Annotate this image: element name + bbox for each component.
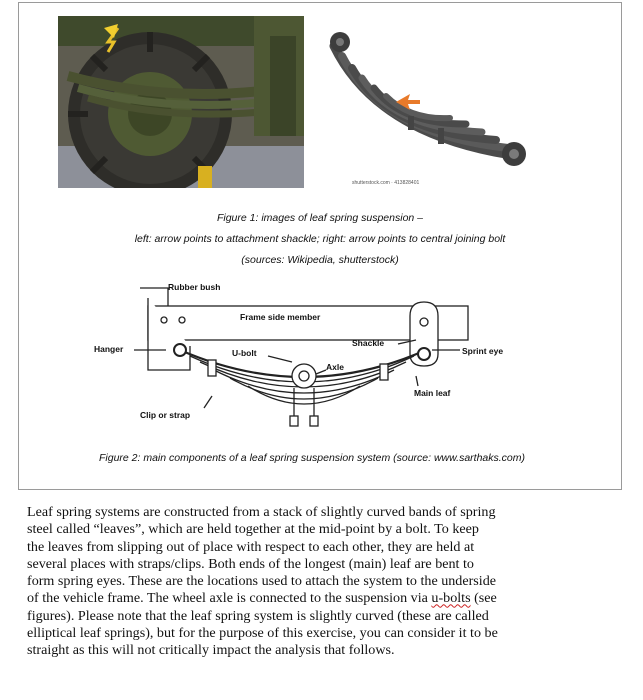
- figure-1-caption: [40, 208, 600, 271]
- body-line: figures). Please note that the leaf spring system is slightly curved (these are called: [27, 607, 489, 624]
- truck-leaf-spring-photo: [58, 16, 304, 188]
- watermark: shutterstock.com · 413828401: [352, 180, 420, 186]
- body-line: form spring eyes. These are the locations used to attach the system to the underside: [27, 573, 497, 590]
- body-line: Leaf spring systems are constructed from a stack of slightly curved bands of spring: [27, 504, 496, 520]
- body-line-tail: (see: [470, 590, 497, 607]
- label-main-leaf: Main leaf: [414, 388, 451, 398]
- body-line: straight as this will not critically impact the analysis that follows.: [27, 642, 395, 659]
- figure-1-caption-sources: (sources: Wikipedia, shutterstock): [241, 254, 399, 266]
- spelling-flag-ubolts: u-bolts: [431, 590, 471, 607]
- body-line-ubolts: [27, 590, 627, 607]
- figure-1-caption-title: Figure 1: images of leaf spring suspension –: [216, 212, 424, 224]
- body-line: the leaves from slipping out of place with respect to each other, they are held at: [27, 538, 475, 555]
- label-u-bolt: U-bolt: [232, 348, 257, 358]
- leaf-spring-diagram: [80, 276, 550, 436]
- label-hanger: Hanger: [94, 344, 124, 354]
- label-axle: Axle: [326, 362, 344, 372]
- body-line: steel called “leaves”, which are held together at the mid-point by a bolt. To keep: [27, 521, 479, 538]
- figure-1-caption-detail: left: arrow points to attachment shackle; right: arrow points to central joining bolt: [134, 233, 506, 245]
- body-line: elliptical leaf springs), but for the purpose of this exercise, you can consider it to be: [27, 625, 498, 642]
- leaf-spring-product-image: [318, 16, 540, 194]
- label-rubber-bush: Rubber bush: [168, 282, 221, 292]
- label-clip-or-strap: Clip or strap: [140, 410, 191, 420]
- body-line-text: of the vehicle frame. The wheel axle is connected to the suspension via: [27, 590, 432, 607]
- label-shackle: Shackle: [352, 338, 385, 348]
- figure-2-caption: Figure 2: main components of a leaf spring suspension system (source: www.sarthaks.com): [98, 452, 525, 464]
- body-paragraph: [27, 504, 627, 660]
- label-sprint-eye: Sprint eye: [462, 346, 504, 356]
- label-frame-side-member: Frame side member: [240, 312, 321, 322]
- body-line: several places with straps/clips. Both ends of the longest (main) leaf are bent to: [27, 555, 474, 572]
